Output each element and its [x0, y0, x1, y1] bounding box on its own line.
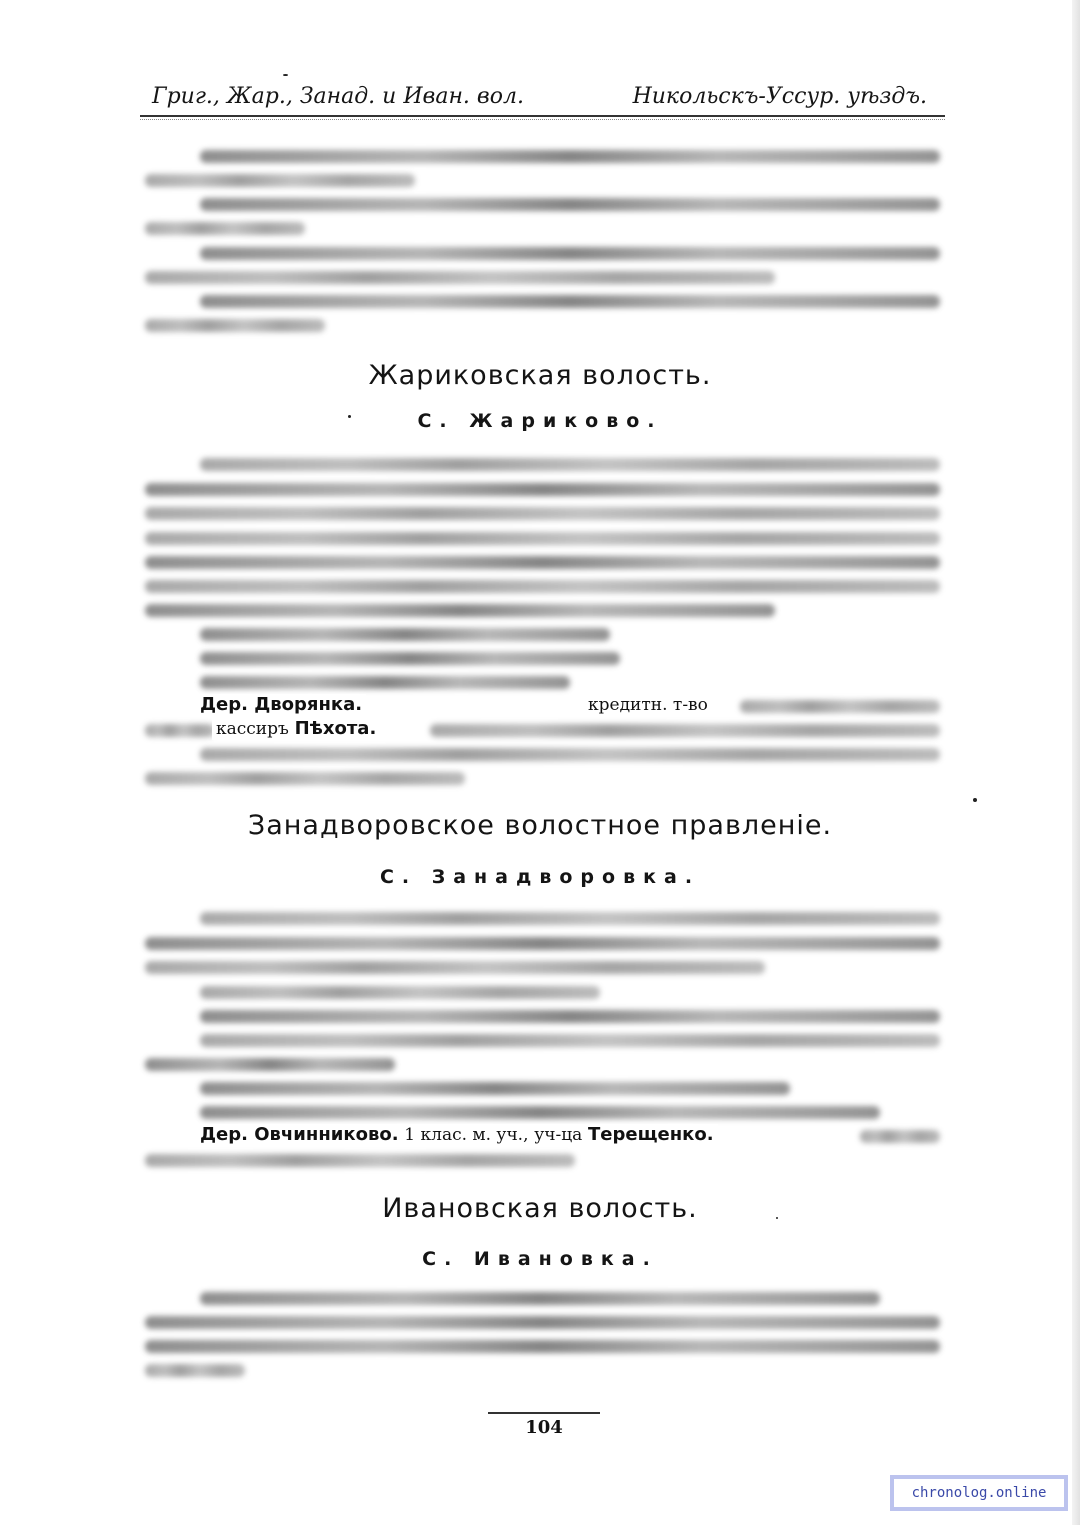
- role-teacher: уч-ца: [534, 1125, 583, 1145]
- header-rule: [140, 115, 945, 117]
- scan-speck: [348, 415, 351, 418]
- scan-speck: [776, 1217, 778, 1219]
- header-right: Никольскъ-Уссур. уѣздъ.: [632, 84, 927, 109]
- section-title-ivanovka: Ивановская волость.: [382, 1193, 698, 1224]
- watermark-badge: [890, 1475, 1068, 1511]
- village-title-ivanovka: С. Ивановка.: [422, 1248, 658, 1270]
- watermark-text: chronolog.online: [894, 1479, 1064, 1507]
- credit-society-text: кредитн. т-во: [588, 695, 708, 715]
- person-pekhota: Пѣхота.: [294, 718, 377, 739]
- village-title-zanadvorovka: С. Занадворовка.: [379, 866, 701, 888]
- entry-dvoryanka-line2: [212, 718, 380, 740]
- entry-dvoryanka-line1: [196, 694, 366, 716]
- section-title-zanadvorovka: Занадворовское волостное правленіе.: [247, 810, 833, 841]
- scan-speck: [973, 798, 977, 802]
- header-rule-dotted: [140, 119, 945, 120]
- school-text: 1 клас. м. уч.,: [404, 1125, 529, 1145]
- running-header: [140, 84, 945, 118]
- footer-rule: [488, 1412, 600, 1414]
- entry-ovchinnikovo: [196, 1124, 718, 1146]
- section-title-zharikovo: Жариковская волость.: [368, 360, 712, 391]
- header-left: Григ., Жар., Занад. и Иван. вол.: [152, 84, 524, 109]
- page-edge: [1072, 0, 1080, 1525]
- scan-speck: [283, 74, 288, 76]
- role-cashier: кассиръ: [216, 719, 289, 739]
- village-title-zharikovo: С. Жариково.: [417, 410, 663, 432]
- person-tereshchenko: Терещенко.: [588, 1124, 714, 1145]
- place-dvoryanka: Дер. Дворянка.: [200, 694, 363, 715]
- page-number: 104: [525, 1417, 563, 1438]
- place-ovchinnikovo: Дер. Овчинниково.: [200, 1124, 399, 1145]
- entry-dvoryanka-mid: [584, 694, 712, 716]
